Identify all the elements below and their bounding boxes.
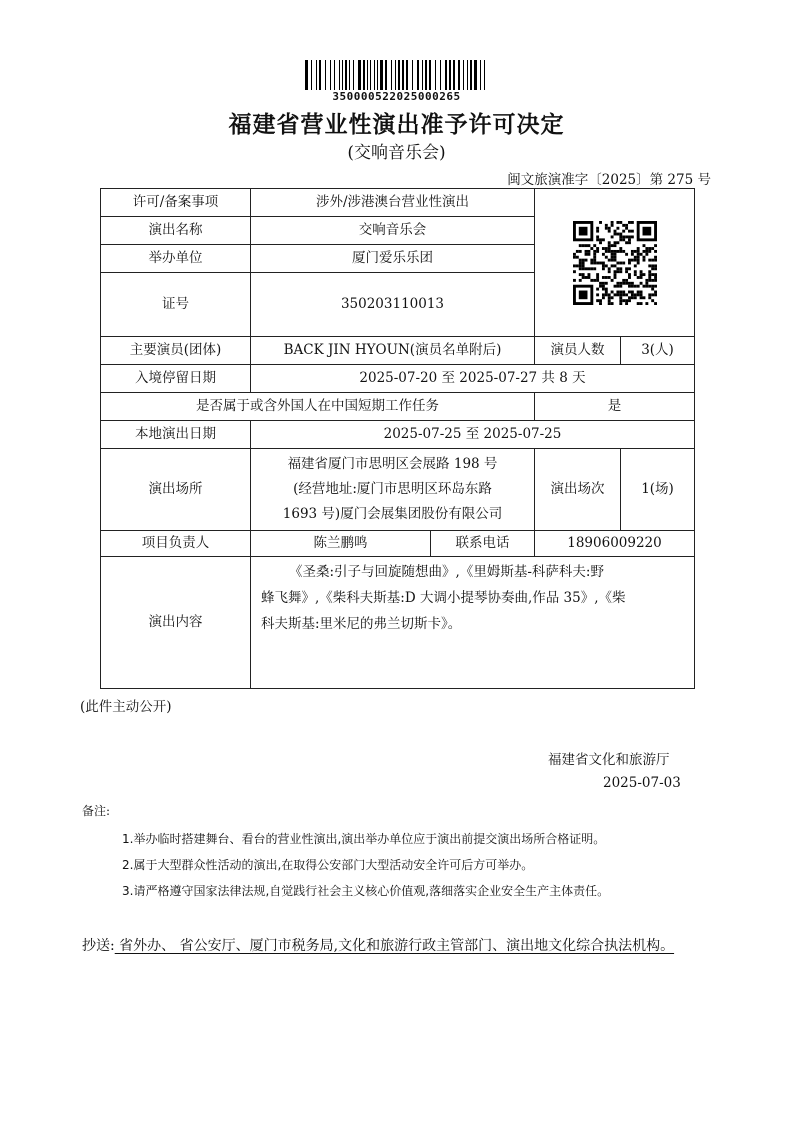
cc-recipients: 省外办、 省公安厅、厦门市税务局,文化和旅游行政主管部门、演出地文化综合执法机构。 <box>114 938 675 954</box>
venue-line-1: 福建省厦门市思明区会展路 198 号 <box>287 456 498 472</box>
table-row <box>101 189 695 217</box>
permit-type-label: 许可/备案事项 <box>101 189 251 217</box>
sessions-label: 演出场次 <box>535 449 621 531</box>
table-row <box>101 421 695 449</box>
local-dates-label: 本地演出日期 <box>101 421 251 449</box>
cc-list <box>82 935 714 957</box>
short-work-label: 是否属于或含外国人在中国短期工作任务 <box>101 393 535 421</box>
venue-value <box>251 449 535 531</box>
phone-label: 联系电话 <box>431 531 535 557</box>
show-name-label: 演出名称 <box>101 217 251 245</box>
content-value <box>251 557 695 689</box>
remark-item: 1.举办临时搭建舞台、看台的营业性演出,演出举办单位应于演出前提交演出场所合格证明。 <box>122 832 606 846</box>
manager-value: 陈兰鹏鸣 <box>251 531 431 557</box>
issuer-name: 福建省文化和旅游厅 <box>548 752 670 768</box>
performer-count-value: 3(人) <box>621 337 695 365</box>
document-subtitle: (交响音乐会) <box>347 143 446 163</box>
qr-code-image <box>573 221 657 305</box>
venue-line-2: (经营地址:厦门市思明区环岛东路 <box>293 481 492 497</box>
license-label: 证号 <box>101 273 251 337</box>
table-row <box>101 393 695 421</box>
show-name-value: 交响音乐会 <box>251 217 535 245</box>
performers-value: BACK JIN HYOUN(演员名单附后) <box>251 337 535 365</box>
table-row <box>101 531 695 557</box>
performers-label: 主要演员(团体) <box>101 337 251 365</box>
table-row <box>101 365 695 393</box>
remarks-label: 备注: <box>82 804 111 818</box>
sessions-value: 1(场) <box>621 449 695 531</box>
performer-count-label: 演员人数 <box>535 337 621 365</box>
permit-table <box>100 188 695 689</box>
cc-label: 抄送: <box>82 938 115 954</box>
table-row <box>101 557 695 689</box>
organizer-value: 厦门爱乐乐团 <box>251 245 535 273</box>
stay-dates-value: 2025-07-20 至 2025-07-27 共 8 天 <box>251 365 695 393</box>
barcode-image <box>305 60 488 90</box>
organizer-label: 举办单位 <box>101 245 251 273</box>
table-row <box>101 337 695 365</box>
document-title: 福建省营业性演出准予许可决定 <box>228 111 565 138</box>
content-line-1: 《圣桑:引子与回旋随想曲》,《里姆斯基-科萨科夫:野 <box>289 564 604 580</box>
venue-label: 演出场所 <box>101 449 251 531</box>
venue-line-3: 1693 号)厦门会展集团股份有限公司 <box>282 506 503 522</box>
content-label: 演出内容 <box>101 557 251 689</box>
barcode-number: 350000522025000265 <box>332 90 461 103</box>
qr-code-cell <box>535 189 695 337</box>
issue-date: 2025-07-03 <box>603 775 681 791</box>
stay-dates-label: 入境停留日期 <box>101 365 251 393</box>
remark-item: 2.属于大型群众性活动的演出,在取得公安部门大型活动安全许可后方可举办。 <box>122 858 534 872</box>
permit-type-value: 涉外/涉港澳台营业性演出 <box>251 189 535 217</box>
content-line-3: 科夫斯基:里米尼的弗兰切斯卡》。 <box>261 616 462 632</box>
phone-value: 18906009220 <box>535 531 695 557</box>
manager-label: 项目负责人 <box>101 531 251 557</box>
content-line-2: 蜂飞舞》,《柴科夫斯基:D 大调小提琴协奏曲,作品 35》,《柴 <box>261 590 626 606</box>
document-number: 闽文旅演准字〔2025〕第 275 号 <box>507 172 711 188</box>
local-dates-value: 2025-07-25 至 2025-07-25 <box>251 421 695 449</box>
license-value: 350203110013 <box>251 273 535 337</box>
remark-item: 3.请严格遵守国家法律法规,自觉践行社会主义核心价值观,落细落实企业安全生产主体责任。 <box>122 884 610 898</box>
public-note: (此件主动公开) <box>80 699 172 715</box>
short-work-value: 是 <box>535 393 695 421</box>
table-row <box>101 449 695 531</box>
